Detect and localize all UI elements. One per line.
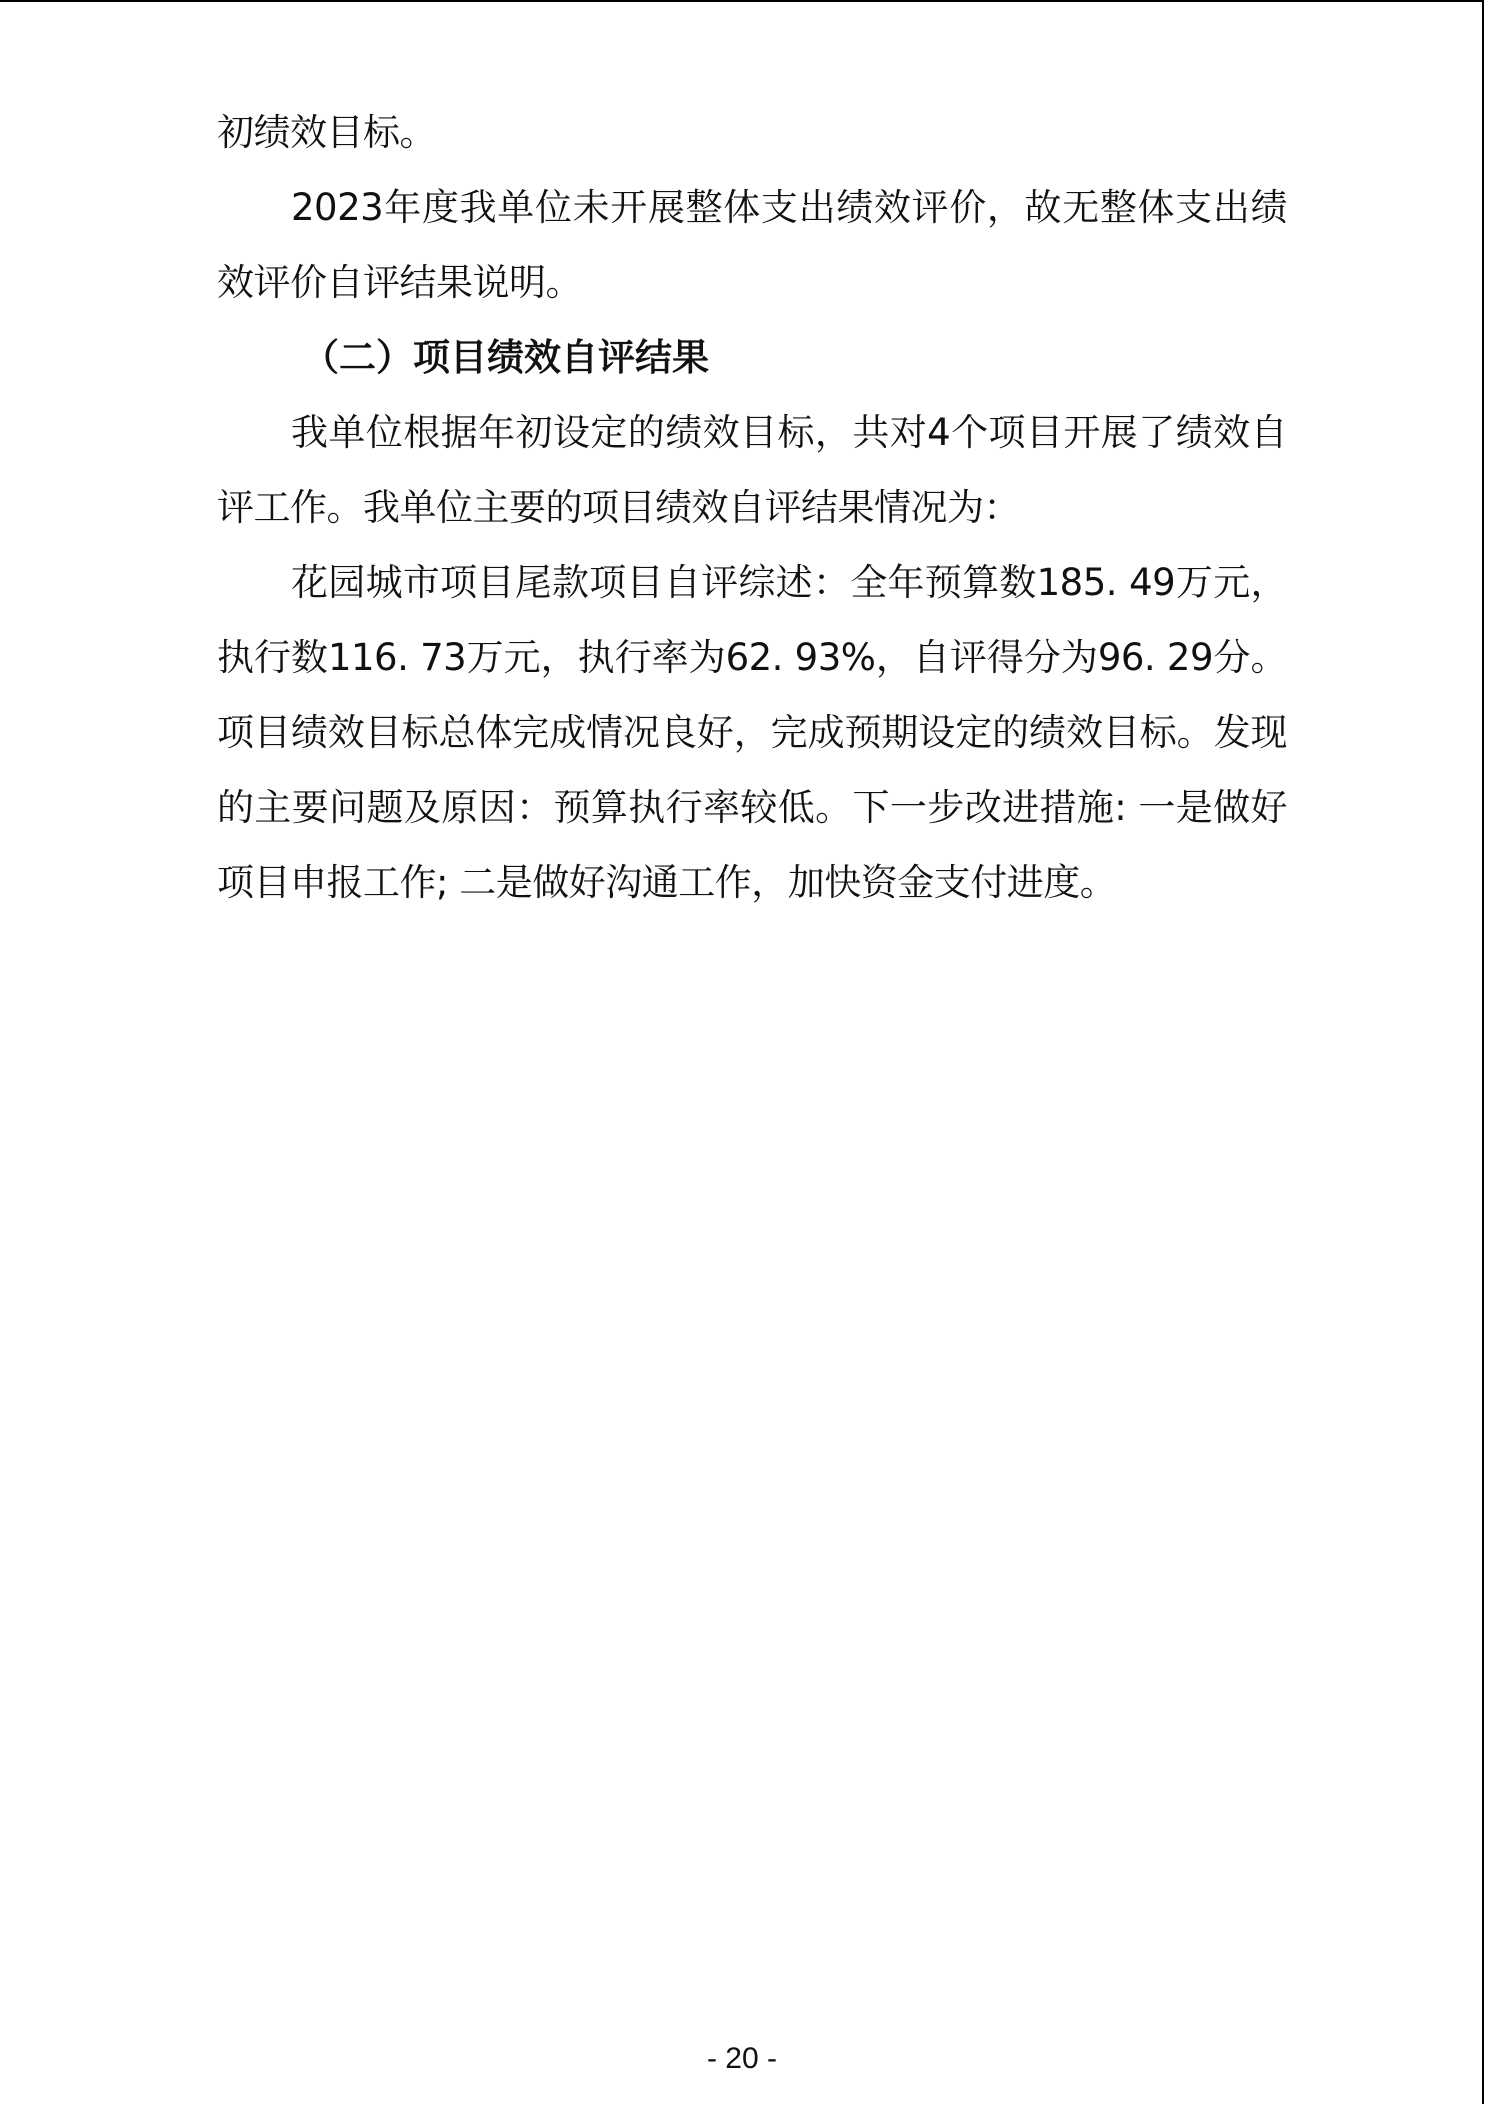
paragraph-project-summary: 花园城市项目尾款项目自评综述：全年预算数185. 49万元，执行数116. 73万元，执行率为62. 93%，自评得分为96. 29分。项目绩效目标总体完成情况良好，完成预期设定的绩效目标。发现的主要问题及原因：预算执行率较低。下一步改进措施: 一是做好项目申报工作; 二是做好沟通工作，加快资金支付进度。	[217, 561, 1287, 904]
page-body	[217, 95, 1287, 920]
paragraph-project-evaluation-intro: 我单位根据年初设定的绩效目标，共对4个项目开展了绩效自评工作。我单位主要的项目绩效自评结果情况为：	[217, 411, 1287, 529]
paragraph-continuation: 初绩效目标。	[217, 111, 436, 154]
paragraph-overall-evaluation: 2023年度我单位未开展整体支出绩效评价，故无整体支出绩效评价自评结果说明。	[217, 186, 1287, 304]
section-heading: （二）项目绩效自评结果	[302, 336, 709, 379]
page-number: - 20 -	[706, 2042, 778, 2075]
